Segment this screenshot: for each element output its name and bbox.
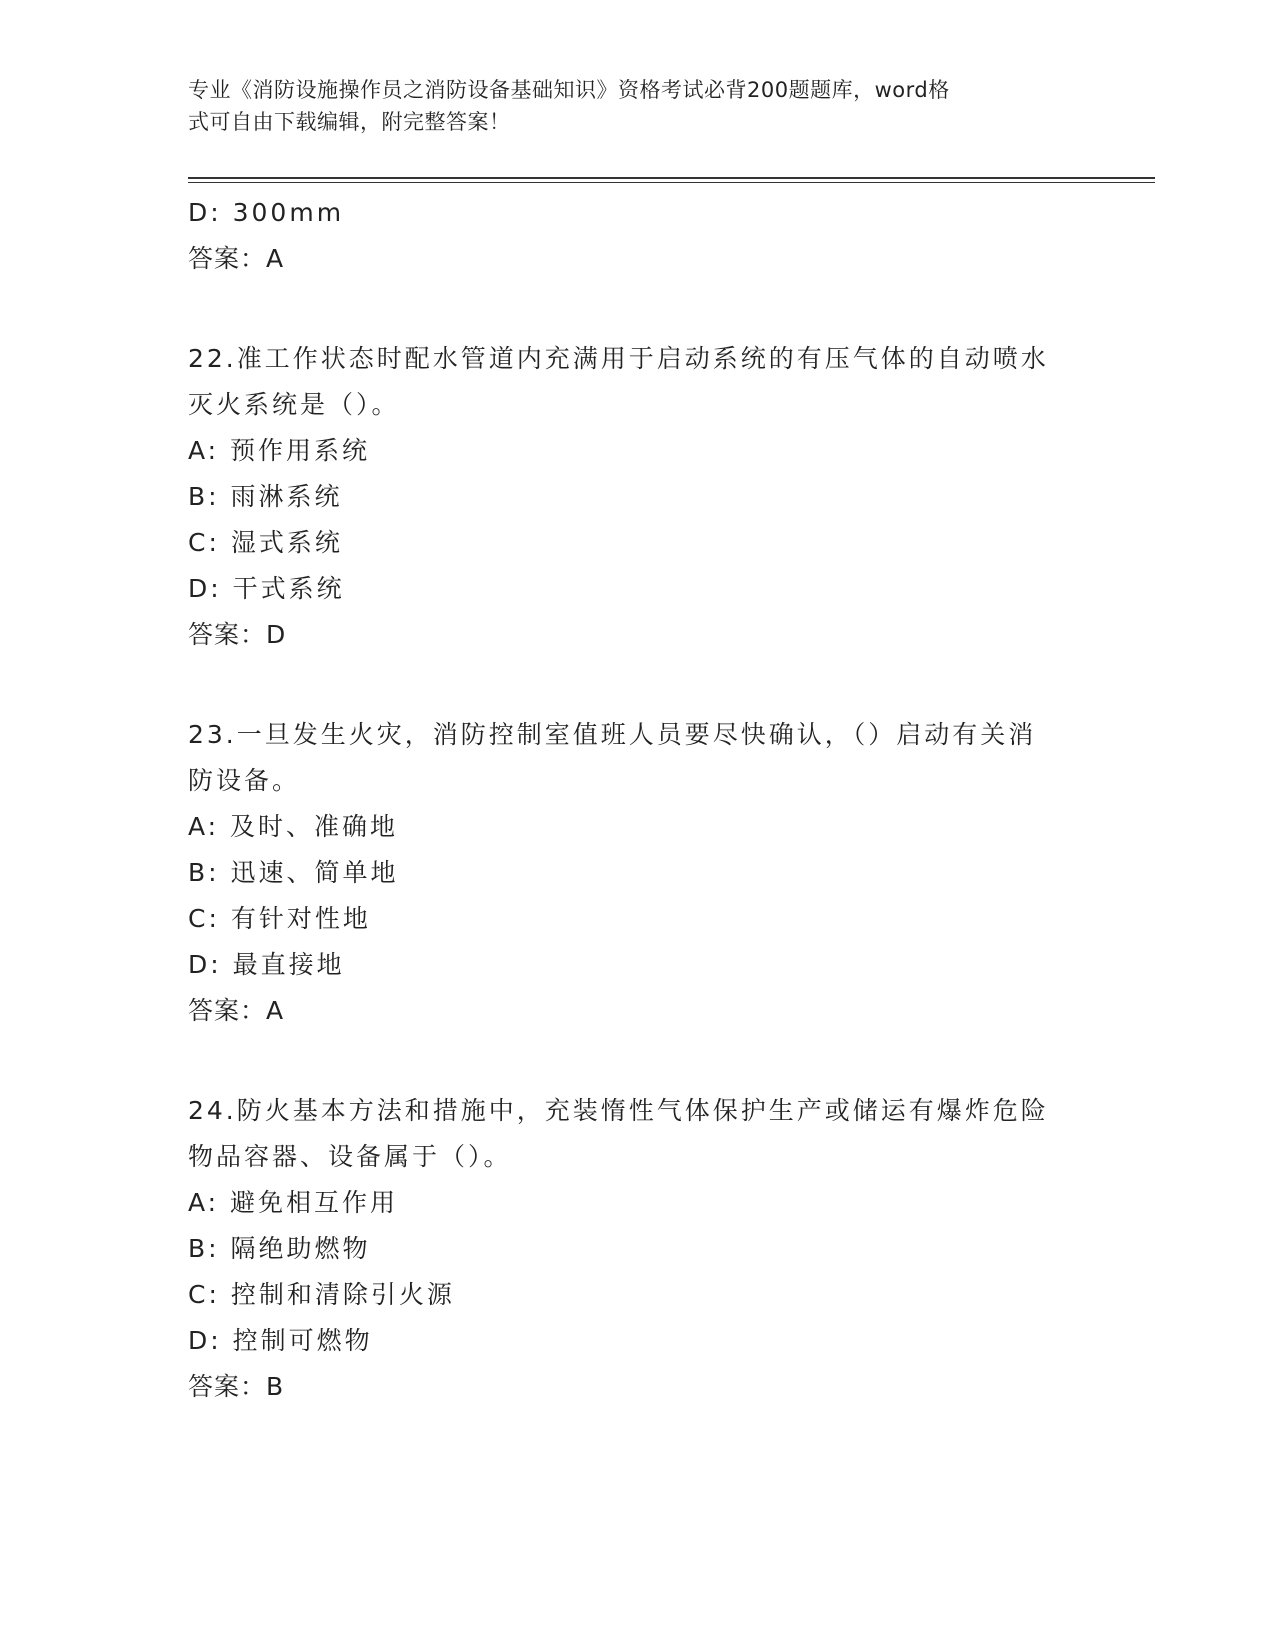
header-divider-thin: [188, 182, 1155, 183]
option-d: D: 300mm: [188, 198, 345, 227]
option-c: C: 有针对性地: [188, 904, 371, 933]
option-c: C: 湿式系统: [188, 528, 343, 557]
question-stem-line-2: 灭火系统是（）。: [188, 390, 400, 419]
question-stem-line-2: 物品容器、设备属于（）。: [188, 1142, 512, 1171]
previous-question-tail: [188, 190, 1088, 282]
answer-line: 答案：A: [188, 996, 285, 1025]
question-22: [188, 336, 1088, 658]
option-a: A: 避免相互作用: [188, 1188, 399, 1217]
question-stem: [188, 1088, 1078, 1180]
question-24: [188, 1088, 1088, 1410]
question-stem: [188, 712, 1078, 804]
question-stem: [188, 336, 1078, 428]
header-line-1: 专业《消防设施操作员之消防设备基础知识》资格考试必背200题题库，word格: [188, 78, 950, 102]
option-d: D: 最直接地: [188, 950, 345, 979]
question-stem-line-1: 22.准工作状态时配水管道内充满用于启动系统的有压气体的自动喷水: [188, 344, 1049, 373]
question-stem-line-2: 防设备。: [188, 766, 301, 795]
option-b: B: 迅速、简单地: [188, 858, 399, 887]
answer-line: 答案：A: [188, 244, 285, 273]
question-23: [188, 712, 1088, 1034]
option-a: A: 及时、准确地: [188, 812, 399, 841]
option-a: A: 预作用系统: [188, 436, 371, 465]
document-header: [188, 74, 1068, 138]
option-b: B: 雨淋系统: [188, 482, 343, 511]
header-divider-thick: [188, 177, 1155, 179]
option-d: D: 控制可燃物: [188, 1326, 373, 1355]
answer-line: 答案：D: [188, 620, 287, 649]
header-line-2: 式可自由下载编辑，附完整答案！: [188, 110, 511, 134]
question-stem-line-1: 23.一旦发生火灾，消防控制室值班人员要尽快确认，（）启动有关消: [188, 720, 1037, 749]
answer-line: 答案：B: [188, 1372, 285, 1401]
option-c: C: 控制和清除引火源: [188, 1280, 455, 1309]
option-d: D: 干式系统: [188, 574, 345, 603]
option-b: B: 隔绝助燃物: [188, 1234, 371, 1263]
question-stem-line-1: 24.防火基本方法和措施中，充装惰性气体保护生产或储运有爆炸危险: [188, 1096, 1049, 1125]
question-list: [188, 190, 1088, 1410]
